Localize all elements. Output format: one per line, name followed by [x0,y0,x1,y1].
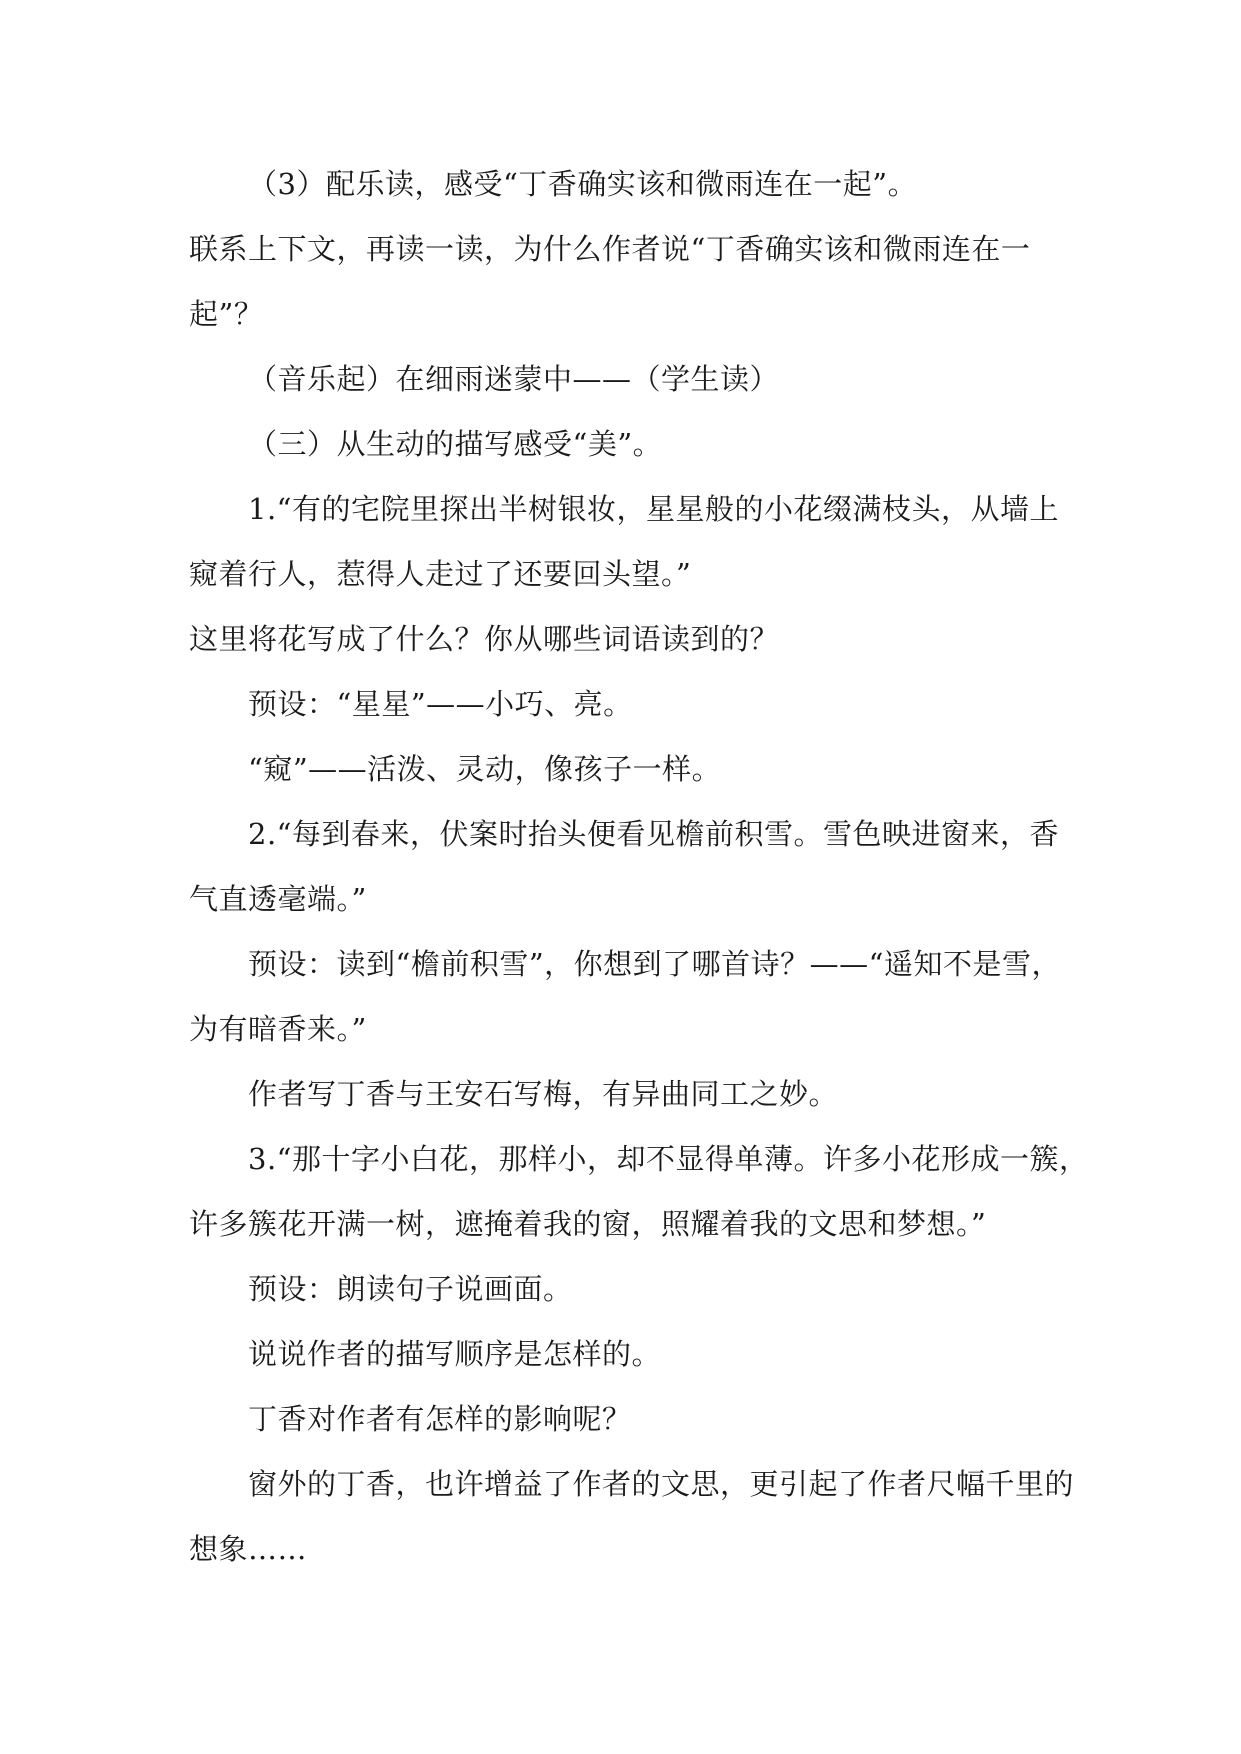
text-line: 丁香对作者有怎样的影响呢？ [248,1402,632,1436]
text-line: 预设：“星星”——小巧、亮。 [248,687,633,721]
text-line: 1.“有的宅院里探出半树银妆，星星般的小花缀满枝头，从墙上 [248,492,1059,526]
text-line: 联系上下文，再读一读，为什么作者说“丁香确实该和微雨连在一 [189,232,1031,266]
text-line: 这里将花写成了什么？你从哪些词语读到的？ [189,622,780,656]
text-line: （音乐起）在细雨迷蒙中——（学生读） [248,362,780,396]
text-line: 说说作者的描写顺序是怎样的。 [248,1337,662,1371]
text-line: 为有暗香来。” [189,1012,367,1046]
text-line: 想象…… [189,1532,308,1566]
text-line: （三）从生动的描写感受“美”。 [248,427,663,461]
text-line: 窗外的丁香，也许增益了作者的文思，更引起了作者尺幅千里的 [248,1467,1075,1501]
text-line: 气直透毫端。” [189,882,367,916]
text-line: （3）配乐读，感受“丁香确实该和微雨连在一起”。 [248,167,918,201]
text-line: 预设：读到“檐前积雪”，你想到了哪首诗？——“遥知不是雪， [248,947,1061,981]
text-line: “窥”——活泼、灵动，像孩子一样。 [248,752,722,786]
text-line: 预设：朗读句子说画面。 [248,1272,573,1306]
text-line: 许多簇花开满一树，遮掩着我的窗，照耀着我的文思和梦想。” [189,1207,987,1241]
text-line: 窥着行人，惹得人走过了还要回头望。” [189,557,692,591]
text-line: 3.“那十字小白花，那样小，却不显得单薄。许多小花形成一簇， [248,1142,1089,1176]
text-line: 2.“每到春来，伏案时抬头便看见檐前积雪。雪色映进窗来，香 [248,817,1059,851]
text-line: 作者写丁香与王安石写梅，有异曲同工之妙。 [248,1077,839,1111]
text-line: 起”？ [189,297,264,331]
